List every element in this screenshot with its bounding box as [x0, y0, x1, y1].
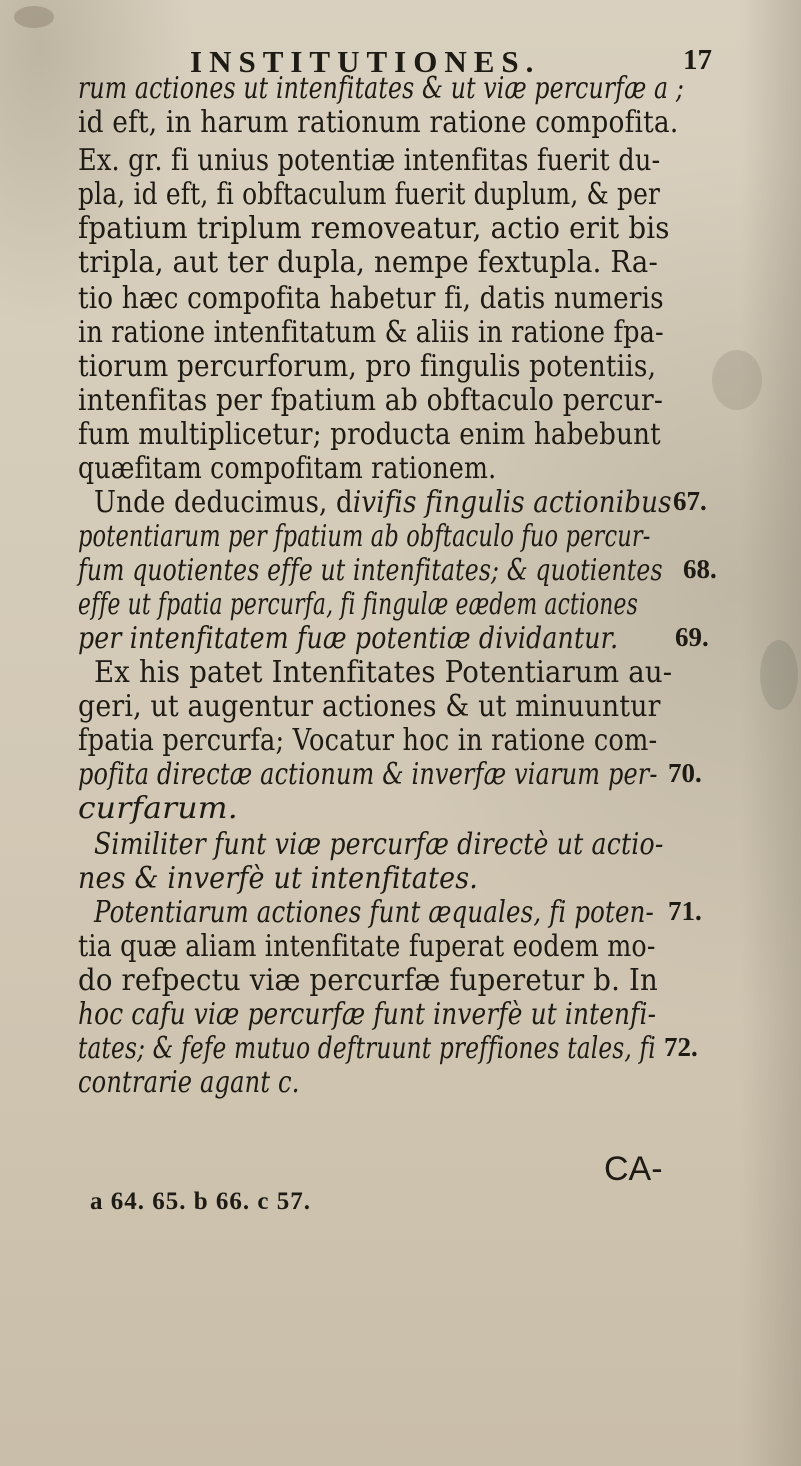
text-line: fum multiplicetur; producta enim habebunt [78, 417, 661, 452]
page-edge-shadow [741, 0, 801, 1466]
text-line: intenfitas per fpatium ab obftaculo percur- [78, 383, 664, 418]
text-line: Unde deducimus, divifis fingulis actionibus [94, 485, 672, 520]
text-line: effe ut fpatia percurfa, fi fingulæ eædem actiones [78, 587, 638, 622]
text-line: do refpectu viæ percurfæ fuperetur b. In [78, 963, 658, 998]
text-line: potentiarum per fpatium ab obftaculo fuo percur- [78, 519, 651, 554]
text-line: hoc cafu viæ percurfæ funt inverfè ut intenfi- [78, 997, 657, 1032]
margin-number-72: 72. [664, 1032, 698, 1062]
margin-number-70: 70. [668, 758, 702, 788]
margin-number-71: 71. [668, 896, 702, 926]
text-line: id eft, in harum rationum ratione compofita. [78, 105, 679, 140]
page-number: 17 [683, 44, 712, 76]
signature-footnote: a 64. 65. b 66. c 57. [90, 1188, 311, 1215]
text-line: pofita directæ actionum & inverfæ viarum per- [78, 757, 658, 792]
paper-stain [760, 640, 798, 710]
text-line: pla, id eft, fi obftaculum fuerit duplum, & per [78, 177, 661, 212]
margin-number-67: 67. [673, 486, 707, 516]
text-line: rum actiones ut intenfitates & ut viæ percurfæ a ; [78, 71, 684, 106]
catchword: CA- [604, 1150, 663, 1188]
text-line: Potentiarum actiones funt æquales, fi poten- [94, 895, 654, 930]
text-line: tio hæc compofita habetur fi, datis numeris [78, 281, 664, 316]
margin-number-68: 68. [683, 554, 717, 584]
text-line: quæfitam compofitam rationem. [78, 451, 497, 486]
text-line: fpatium triplum removeatur, actio erit bis [78, 211, 670, 246]
text-line: contrarie agant c. [78, 1065, 300, 1100]
text-line: Ex. gr. fi unius potentiæ intenfitas fuerit du- [78, 143, 661, 178]
text-line: fpatia percurfa; Vocatur hoc in ratione com- [78, 723, 658, 758]
text-line: geri, ut augentur actiones & ut minuuntur [78, 689, 661, 724]
text-line: tates; & fefe mutuo deftruunt preffiones tales, fi [78, 1031, 656, 1066]
text-line: Ex his patet Intenfitates Potentiarum au- [94, 655, 673, 690]
text-line: tripla, aut ter dupla, nempe fextupla. Ra- [78, 245, 658, 280]
running-header: INSTITUTIONES. [190, 44, 541, 79]
text-line: tia quæ aliam intenfitate fuperat eodem mo- [78, 929, 656, 964]
text-line: in ratione intenfitatum & aliis in ratione fpa- [78, 315, 664, 350]
text-line: fum quotientes effe ut intenfitates; & quotientes [78, 553, 663, 588]
paper-stain [14, 6, 54, 28]
text-line: per intenfitatem fuæ potentiæ dividantur. [78, 621, 619, 656]
paper-stain [712, 350, 762, 410]
margin-number-69: 69. [675, 622, 709, 652]
text-line: tiorum percurforum, pro fingulis potentiis, [78, 349, 657, 384]
text-line: nes & inverfè ut intenfitates. [78, 861, 479, 896]
text-line: curfarum. [78, 791, 238, 826]
text-line: Similiter funt viæ percurfæ directè ut actio- [94, 827, 664, 862]
